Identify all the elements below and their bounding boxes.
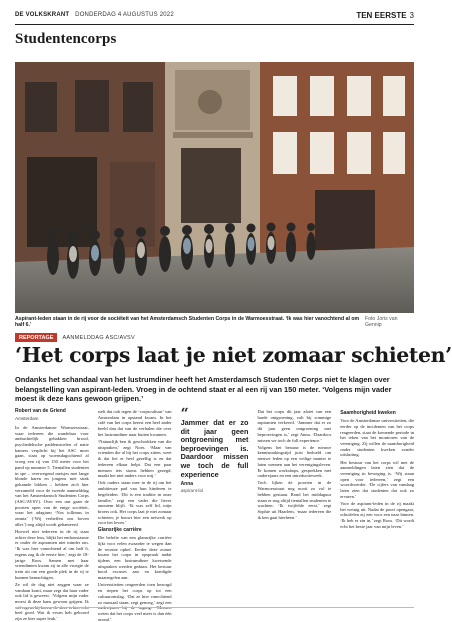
masthead [15, 9, 414, 21]
caption-text [15, 316, 365, 328]
column-1 [15, 408, 89, 622]
caption-quote: ‘Ik was hier vanochtend al om half 6.’ [15, 316, 360, 328]
quote-text: Jammer dat er zo dit jaar geen ontgroening met beproevingen is. Daardoor missen we toch de full experience [180, 418, 249, 479]
paragraph: stelt dat ook tegen de ‘corpscultuur’ van Amsterdam in opstand kwam. In het café van het corps heerst een heel ander beeld dan dat van de verhalen die over het lustrumdiner naar buiten kwamen. [97, 409, 172, 437]
paragraph: Volgens het bestuur is de nieuwe kennismakingstijd juist bedoeld om nieuwe leden op een veilige manier te laten wennen aan het verenigingsleven. Er komen workshops, gesprekken met ouderejaars en een introductieweek. [257, 444, 332, 479]
byline-place: Amsterdam [15, 416, 39, 422]
column-4 [257, 409, 331, 605]
paragraph: Voor de Amsterdamse universiteiten, die eerder op de incidenten van het corps reageerden, staat de komende periode in het teken van het monitoren van de vereniging. Zij willen de saamhorigheid onder studenten kweken zonder uitsluiting. [340, 418, 415, 458]
paragraph: Voor de aspirant-leden in de rij maakt het weinig uit. Nadat de poort opengaat, schuifelen zij een voor een naar binnen. ‘Ik heb er zin in,’ zegt Roos. ‘Dit wordt echt het beste jaar van mijn leven.’ [340, 501, 414, 529]
paragraph: Toch lijken de poorten in de Warmoesstraat nog nooit zo vol te hebben gestaan. Rond het middaguur staan er nog altijd tientallen studenten te wachten. ‘Ik twijfelde eerst,’ zegt Sophie uit Haarlem, ‘maar iedereen die ik ken gaat hierheen.’ [257, 480, 332, 520]
section-title: Studentencorps [15, 31, 117, 47]
column-5 [340, 409, 414, 605]
quote-mark-icon: “ [180, 406, 189, 422]
subheading: Glansrijke carrière [97, 527, 142, 534]
article-headline: ‘Het corps laat je niet zomaar schieten’ [15, 343, 452, 367]
page-number: 3 [409, 10, 414, 20]
paper-name: DE VOLKSKRANT [15, 12, 70, 18]
quote-role: aspirant-lid [180, 487, 204, 493]
paragraph: Die belofte van een glansrijke carrière lijkt voor velen zwaarder te wegen dan de recente ophef. Eerder deze zomer kwam het corps in opspraak nadat tijdens een lustrumdiner kwetsende uitspraken werden gedaan. Het bestuur bood excuses aan en kondigde maatregelen aan. [97, 535, 172, 581]
reportage-tag: REPORTAGE [15, 333, 57, 342]
photo-credit: Foto Joris van Gennip [364, 316, 398, 328]
paragraph: In de Amsterdamse Warmoesstraat, waar iedereen die wandelaar voor ambachtelijk gebakken brood, psychedelische paddenstoelen of natte kamers verplicht bij het ASC moet gaan, staat op woensdagochtend al vroeg een rij van 150 meter voor het pand op nummer 5. Tientallen studenten in spe – overwegend meisjes met lange blonde haren en jongens met strak gekamde lokken – hebben zich hier verzameld voor de tweede aanmelddag van het Amsterdamsch Studenten Corps (ASC/AVSV). Over een uur gaan de poorten open van de enige sociëteit, waar het adagium ‘Nos tollimus in omnia’ (‘Wij verheffen ons boven alles’) nog altijd wordt gehanteerd. [15, 424, 89, 527]
quote-name: Anna [180, 481, 194, 488]
footer-rule [15, 607, 414, 608]
paragraph: Dat het corps dit jaar afziet van een harde ontgroening, valt bij sommige aspiranten verkeerd. ‘Jammer dat er zo dit jaar geen ontgroening met beproevingen is,’ zegt Anna. ‘Daardoor missen we toch de full experience.’ [257, 409, 332, 443]
article-photo [15, 62, 414, 313]
street-scene-image [15, 62, 414, 313]
column-2 [97, 409, 172, 622]
masthead-right [356, 11, 414, 20]
article-kicker [15, 333, 135, 342]
paragraph: Het bestuur van het corps wil met de aanmeldingen laten zien dat de vereniging in beweging is. ‘Wij staan open voor iedereen,’ zegt een woordvoerder. ‘De cijfers van vandaag laten zien dat studenten dat ook zo ervaren.’ [340, 459, 414, 499]
article-intro: Ondanks het schandaal van het lustrumdiner heeft het Amsterdamsch Studenten Corps niet te klagen over belangstelling van aspirant-leden. Vroeg in de ochtend staat er al een rij van 150 meter. ‘Volgens mijn vader moest ik deze kans gewoon grijpen.’ [15, 375, 392, 404]
paragraph: ‘Natuurlijk ben ik geschrokken van die uitspraken,’ zegt Noes. ‘Maar van vrienden die al bij het corps zitten, weet ik dat het er heel gezellig is en dat iedereen elkaar helpt. Dat een paar mensen iets stoms hebben gezegd, maakt het niet anders voor mij.’ [97, 439, 172, 479]
paragraph: Universiteiten reageerden toen bezorgd en riepen het corps op tot een cultuuromslag. ‘Dat ze hier vanochtend zo massaal staan, zegt genoeg,’ zegt een ouderejaars bij de ingang. ‘Mensen weten dat het corps veel meer is dan één avond.’ [97, 582, 172, 622]
kicker-subtitle: AANMELDDAG ASC/AVSV [62, 334, 135, 341]
caption-bold: Aspirant-leden staan in de rij voor de sociëteit van het Amsterdamsch Studenten Corps in de Warmoesstraat. [15, 316, 285, 322]
paragraph: Ook ouders staan mee in de rij om het ambitieuze pad van hun kinderen te begeleiden. ‘Dit is een traditie in onze familie,’ zegt een vader die liever anoniem blijft. ‘Ik was zelf lid, mijn broers ook. Het corps laat je niet zomaar schieten; je bouwt hier een netwerk op voor het leven.’ [97, 480, 172, 526]
paragraph: Hoewel niet iedereen in de rij staat achter deze leus, blijkt het enthousiasme er onder de aspiranten niet minder om. ‘Ik was hier vanochtend al om half 6, ergens zag ik de eerste hier,’ zegt de 18-jarige Roos. Samen met haar vriendinnen kwam zij in alle vroegte de trein uit om een goede plek in de rij te kunnen bemachtigen. [15, 529, 89, 580]
photo-caption [15, 316, 414, 328]
paper-date: DONDERDAG 4 AUGUSTUS 2022 [75, 12, 174, 18]
masthead-left [15, 12, 174, 18]
header-rule [15, 24, 414, 25]
article-body [15, 406, 415, 622]
byline-name: Robert van de Griend [15, 408, 66, 414]
paragraph: Ze wil de dag niet zeggen waar ze vandaan komt, maar zegt dat haar vader ook lid is geweest. ‘Volgens mijn vader moest ik deze kans gewoon grijpen. Ik wil ergens bij horen, de sfeer is hier echt heel goed. Wat ik ervan heb gehoord zijn ze hier super leuk.’ [15, 581, 89, 622]
subheading: Saamhorigheid kweken [340, 410, 396, 416]
section-label: TEN EERSTE [356, 10, 407, 20]
pull-quote [180, 406, 249, 605]
